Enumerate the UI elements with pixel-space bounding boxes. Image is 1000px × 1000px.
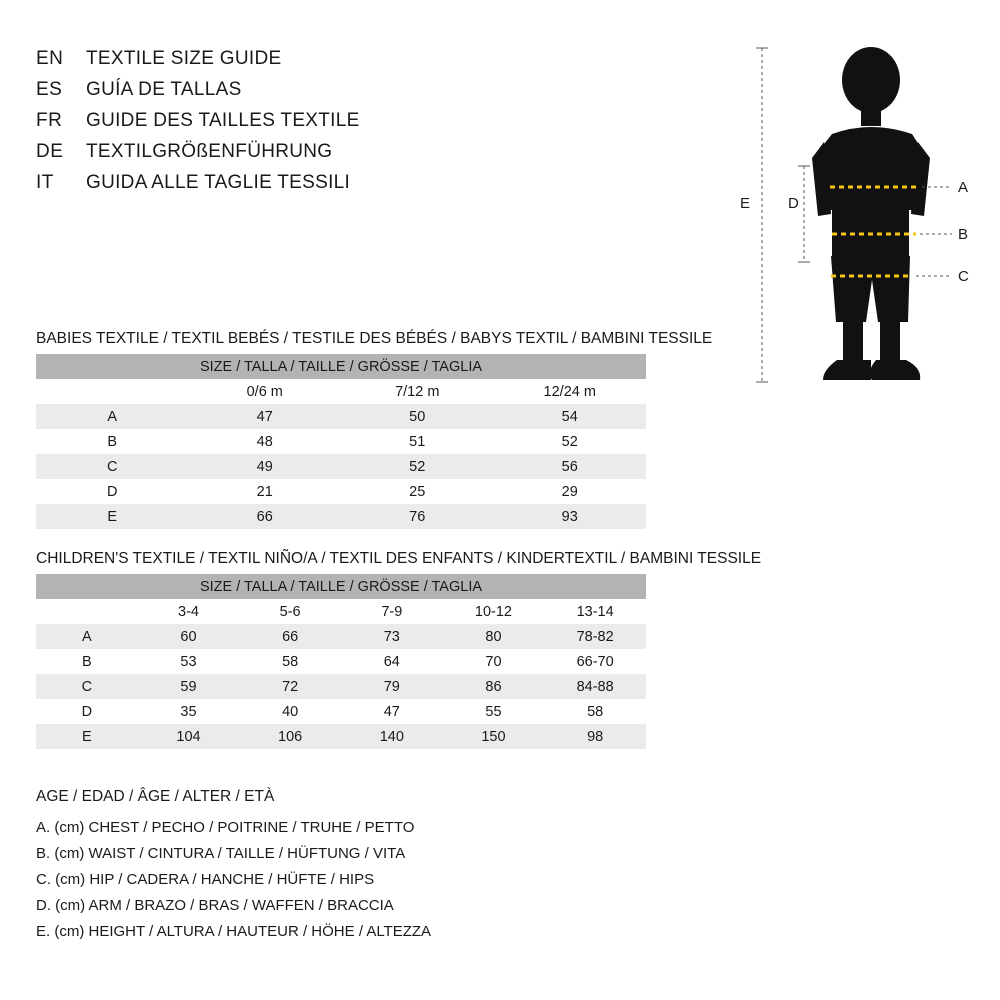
table-row [36, 699, 646, 724]
table-cell: 47 [341, 699, 443, 724]
babies-size-table [36, 354, 646, 529]
table-cell: 104 [138, 724, 240, 749]
table-cell: 84-88 [544, 674, 646, 699]
table-cell: 49 [189, 454, 342, 479]
language-code: IT [36, 172, 54, 193]
table-cell: 54 [494, 404, 647, 429]
table-cell: 60 [138, 624, 240, 649]
column-header: 13-14 [544, 599, 646, 624]
language-row [36, 110, 676, 141]
table-cell: 53 [138, 649, 240, 674]
children-table-header: SIZE / TALLA / TAILLE / GRÖSSE / TAGLIA [36, 574, 646, 599]
language-title: GUIDE DES TAILLES TEXTILE [86, 110, 360, 131]
table-cell: 73 [341, 624, 443, 649]
legend-item: E. (cm) HEIGHT / ALTURA / HAUTEUR / HÖHE / ALTEZZA [36, 923, 432, 940]
children-caption: CHILDREN'S TEXTILE / TEXTIL NIÑO/A / TEXTIL DES ENFANTS / KINDERTEXTIL / BAMBINI TESSILE [36, 550, 762, 567]
table-cell: 66 [239, 624, 341, 649]
table-cell: 86 [443, 674, 545, 699]
empty-corner-cell [36, 379, 189, 404]
language-row [36, 172, 676, 203]
babies-caption: BABIES TEXTILE / TEXTIL BEBÉS / TESTILE DES BÉBÉS / BABYS TEXTIL / BAMBINI TESSILE [36, 330, 713, 347]
legend-title: AGE / EDAD / ÂGE / ALTER / ETÀ [36, 788, 275, 805]
table-cell: 48 [189, 429, 342, 454]
language-title: GUIDA ALLE TAGLIE TESSILI [86, 172, 351, 193]
table-cell: 106 [239, 724, 341, 749]
table-cell: 35 [138, 699, 240, 724]
column-header: 5-6 [239, 599, 341, 624]
table-cell: 76 [341, 504, 494, 529]
table-header-row [36, 574, 646, 599]
table-header-row [36, 354, 646, 379]
table-cell: 72 [239, 674, 341, 699]
table-row [36, 379, 646, 404]
table-cell: 25 [341, 479, 494, 504]
language-title: GUÍA DE TALLAS [86, 79, 242, 100]
table-cell: 98 [544, 724, 646, 749]
table-cell: 66 [189, 504, 342, 529]
legend-item: B. (cm) WAIST / CINTURA / TAILLE / HÜFTUNG / VITA [36, 845, 406, 862]
table-cell: 93 [494, 504, 647, 529]
table-cell: 79 [341, 674, 443, 699]
children-size-table [36, 574, 646, 749]
table-cell: 66-70 [544, 649, 646, 674]
table-row [36, 429, 646, 454]
row-label: E [36, 504, 189, 529]
table-cell: 51 [341, 429, 494, 454]
table-row [36, 624, 646, 649]
column-header: 3-4 [138, 599, 240, 624]
language-row [36, 79, 676, 110]
table-cell: 58 [544, 699, 646, 724]
table-cell: 150 [443, 724, 545, 749]
table-row [36, 649, 646, 674]
table-cell: 47 [189, 404, 342, 429]
table-row [36, 724, 646, 749]
child-silhouette-icon [812, 47, 930, 380]
language-title: TEXTILE SIZE GUIDE [86, 48, 282, 69]
marker-line-d [788, 166, 810, 262]
language-title: TEXTILGRÖßENFÜHRUNG [86, 141, 333, 162]
language-code: FR [36, 110, 63, 131]
table-cell: 52 [341, 454, 494, 479]
legend-item: D. (cm) ARM / BRAZO / BRAS / WAFFEN / BRACCIA [36, 897, 394, 914]
row-label: D [36, 699, 138, 724]
language-code: ES [36, 79, 63, 100]
column-header: 10-12 [443, 599, 545, 624]
table-cell: 140 [341, 724, 443, 749]
row-label: C [36, 454, 189, 479]
table-row [36, 479, 646, 504]
row-label: A [36, 624, 138, 649]
language-code: EN [36, 48, 64, 69]
language-row [36, 48, 676, 79]
column-header: 0/6 m [189, 379, 342, 404]
table-cell: 59 [138, 674, 240, 699]
language-row [36, 141, 676, 172]
table-cell: 29 [494, 479, 647, 504]
table-cell: 56 [494, 454, 647, 479]
babies-table-header: SIZE / TALLA / TAILLE / GRÖSSE / TAGLIA [36, 354, 646, 379]
table-cell: 50 [341, 404, 494, 429]
table-cell: 52 [494, 429, 647, 454]
table-row [36, 599, 646, 624]
row-label: D [36, 479, 189, 504]
row-label: E [36, 724, 138, 749]
marker-label-a: A [958, 179, 969, 196]
table-cell: 70 [443, 649, 545, 674]
language-code: DE [36, 141, 64, 162]
row-label: B [36, 649, 138, 674]
table-cell: 55 [443, 699, 545, 724]
table-row [36, 404, 646, 429]
language-title-block [36, 48, 676, 203]
row-label: B [36, 429, 189, 454]
row-label: A [36, 404, 189, 429]
table-cell: 21 [189, 479, 342, 504]
table-row [36, 504, 646, 529]
table-cell: 78-82 [544, 624, 646, 649]
table-cell: 64 [341, 649, 443, 674]
marker-label-e: E [740, 195, 751, 212]
marker-label-b: B [958, 226, 969, 243]
table-row [36, 454, 646, 479]
column-header: 7/12 m [341, 379, 494, 404]
table-cell: 80 [443, 624, 545, 649]
table-row [36, 674, 646, 699]
table-cell: 58 [239, 649, 341, 674]
table-cell: 40 [239, 699, 341, 724]
marker-label-c: C [958, 268, 969, 285]
row-label: C [36, 674, 138, 699]
legend-item: A. (cm) CHEST / PECHO / POITRINE / TRUHE / PETTO [36, 819, 415, 836]
measurement-legend [36, 788, 736, 945]
empty-corner-cell [36, 599, 138, 624]
column-header: 7-9 [341, 599, 443, 624]
children-section [36, 550, 816, 749]
babies-section [36, 330, 816, 529]
column-header: 12/24 m [494, 379, 647, 404]
marker-label-d: D [788, 195, 799, 212]
legend-item: C. (cm) HIP / CADERA / HANCHE / HÜFTE / HIPS [36, 871, 375, 888]
